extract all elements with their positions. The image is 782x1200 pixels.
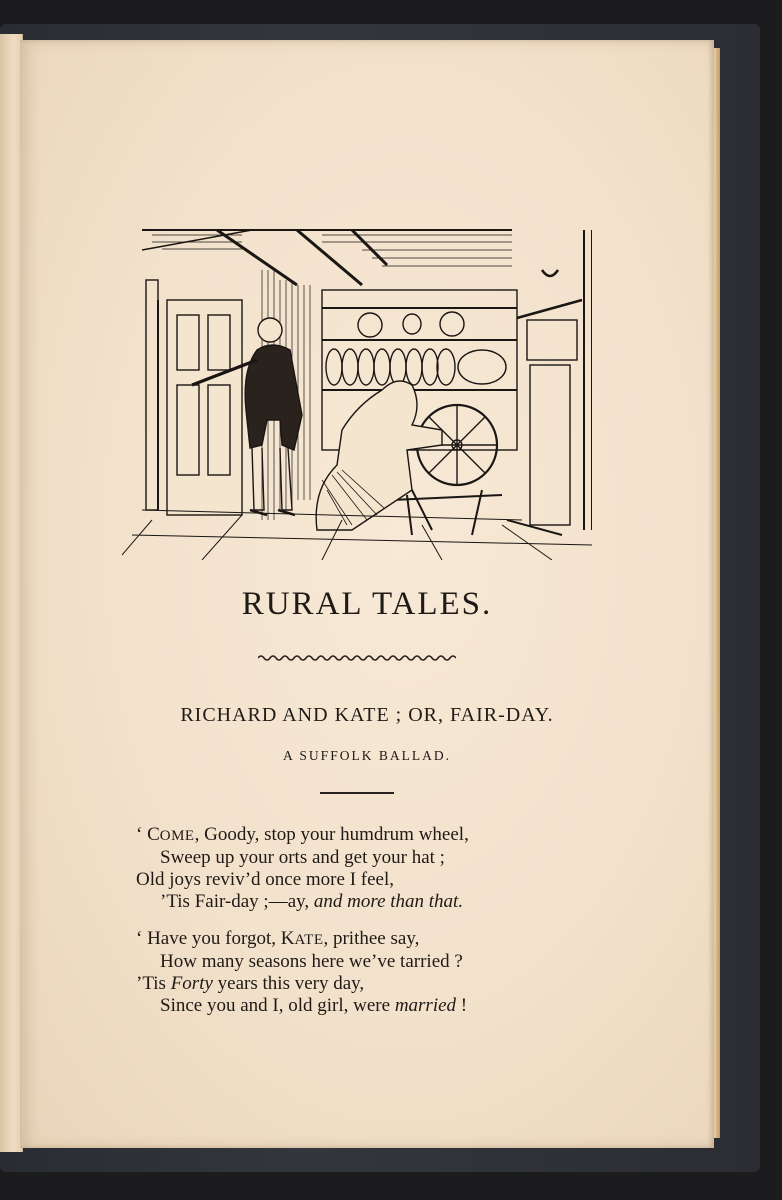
verse-line: ’Tis Forty years this very day, xyxy=(136,973,365,994)
engraving-cottage-interior-icon xyxy=(122,190,592,560)
book-page xyxy=(20,40,714,1148)
verse-line: ’Tis Fair-day ;—ay, and more than that. xyxy=(160,891,464,912)
verse-line: Since you and I, old girl, were married ! xyxy=(160,995,468,1016)
verse-line: ‘ Have you forgot, KATE, prithee say, xyxy=(136,928,420,949)
page-title: RURAL TALES. xyxy=(241,586,493,622)
verse-line: How many seasons here we’ve tarried ? xyxy=(160,951,463,972)
ballad-title: RICHARD AND KATE ; OR, FAIR-DAY. xyxy=(180,704,554,726)
ballad-subtitle: A SUFFOLK BALLAD. xyxy=(283,748,451,763)
stanza-1 xyxy=(136,824,696,913)
verse-line: Old joys reviv’d once more I feel, xyxy=(136,869,394,890)
stanza-2 xyxy=(136,928,696,1017)
verse-line: Sweep up your orts and get your hat ; xyxy=(160,847,445,868)
verse-line: ‘ COME, Goody, stop your humdrum wheel, xyxy=(136,824,469,845)
wavy-rule-ornament xyxy=(258,654,456,662)
short-rule xyxy=(320,792,394,794)
